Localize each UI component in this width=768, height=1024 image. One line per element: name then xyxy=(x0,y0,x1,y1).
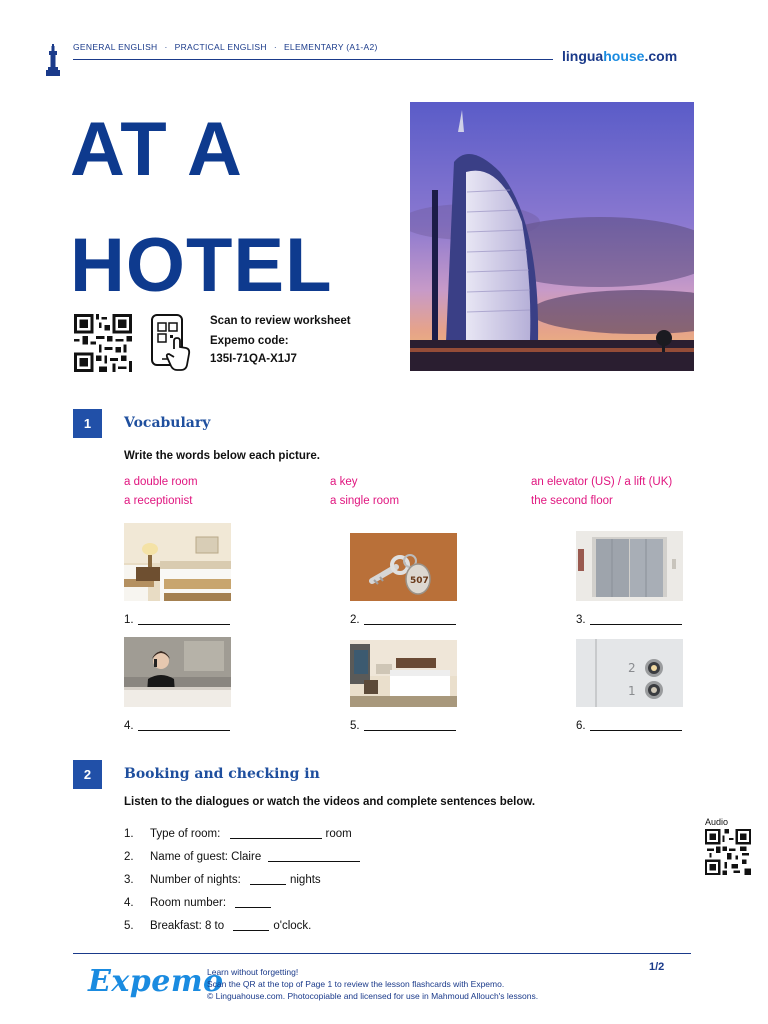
section-1-badge: 1 xyxy=(73,409,102,438)
footer-divider xyxy=(73,953,691,954)
section-1-instruction: Write the words below each picture. xyxy=(124,450,320,462)
footer-instruction: Scan the QR at the top of Page 1 to review the lesson flashcards with Expemo. xyxy=(207,979,505,989)
statue-logo-icon xyxy=(46,44,60,76)
page-title xyxy=(70,92,333,324)
floor-label-2: 2 xyxy=(628,661,636,675)
receptionist-photo xyxy=(124,637,231,707)
breadcrumb-item[interactable]: GENERAL ENGLISH xyxy=(73,42,158,52)
key-photo xyxy=(350,533,457,601)
title-line-2: HOTEL xyxy=(70,223,333,308)
floor-label-1: 1 xyxy=(628,684,636,698)
expemo-code-label: Expemo code: xyxy=(210,335,289,347)
breadcrumb-item[interactable]: PRACTICAL ENGLISH xyxy=(174,42,267,52)
vocab-word: a double room xyxy=(124,476,198,488)
section-1-title: Vocabulary xyxy=(124,415,211,431)
breadcrumb-item[interactable]: ELEMENTARY (A1-A2) xyxy=(283,42,378,52)
vocab-word: a single room xyxy=(330,495,400,507)
section-2-title: Booking and checking in xyxy=(124,766,320,782)
fill-blank[interactable] xyxy=(235,907,271,908)
expemo-code-value: 135I-71QA-X1J7 xyxy=(210,353,297,365)
list-item: 3. Number of nights: nights xyxy=(124,874,321,886)
footer-tagline: Learn without forgetting! xyxy=(207,967,299,977)
audio-label: Audio xyxy=(705,817,729,827)
footer-text xyxy=(207,966,538,1002)
qr-code-icon[interactable] xyxy=(73,314,133,372)
phone-scan-icon xyxy=(150,313,192,373)
vocab-word: a receptionist xyxy=(124,495,193,507)
title-line-1: AT A xyxy=(70,107,243,192)
elevator-photo xyxy=(576,531,683,601)
single-room-photo xyxy=(350,640,457,707)
vocab-word: an elevator (US) / a lift (UK) xyxy=(531,476,673,488)
list-item: 2. Name of guest: Claire xyxy=(124,851,360,863)
answer-line-3[interactable]: 3. xyxy=(576,614,682,626)
fill-blank[interactable] xyxy=(250,884,286,885)
scan-instruction: Scan to review worksheet xyxy=(210,315,351,327)
brand-logo[interactable]: linguahouse.com xyxy=(562,48,678,64)
answer-line-2[interactable]: 2. xyxy=(350,614,456,626)
hotel-photo xyxy=(410,102,694,371)
fill-blank[interactable] xyxy=(230,838,322,839)
answer-line-6[interactable]: 6. xyxy=(576,720,682,732)
footer-license: © Linguahouse.com. Photocopiable and licensed for use in Mahmoud Allouch's lessons. xyxy=(207,991,539,1001)
vocab-word: a key xyxy=(330,476,358,488)
section-2-instruction: Listen to the dialogues or watch the videos and complete sentences below. xyxy=(124,796,536,808)
key-tag-number: 507 xyxy=(410,576,429,586)
audio-qr-code-icon[interactable] xyxy=(705,829,751,875)
fill-blank[interactable] xyxy=(268,861,360,862)
breadcrumb: GENERAL ENGLISH · PRACTICAL ENGLISH · ELEMENTARY (A1-A2) xyxy=(73,42,378,52)
expemo-logo[interactable]: Expemo xyxy=(88,964,224,999)
answer-line-5[interactable]: 5. xyxy=(350,720,456,732)
list-item: 1. Type of room: room xyxy=(124,828,352,840)
answer-line-4[interactable]: 4. xyxy=(124,720,230,732)
fill-blank[interactable] xyxy=(233,930,269,931)
answer-line-1[interactable]: 1. xyxy=(124,614,230,626)
list-item: 5. Breakfast: 8 to o'clock. xyxy=(124,920,312,932)
section-2-badge: 2 xyxy=(73,760,102,789)
double-room-photo xyxy=(124,523,231,601)
vocab-word: the second floor xyxy=(531,495,613,507)
page-number: 1/2 xyxy=(649,961,665,973)
floor-buttons-photo xyxy=(576,639,683,707)
list-item: 4. Room number: xyxy=(124,897,271,909)
scan-info xyxy=(210,313,351,371)
header-divider xyxy=(73,59,553,60)
